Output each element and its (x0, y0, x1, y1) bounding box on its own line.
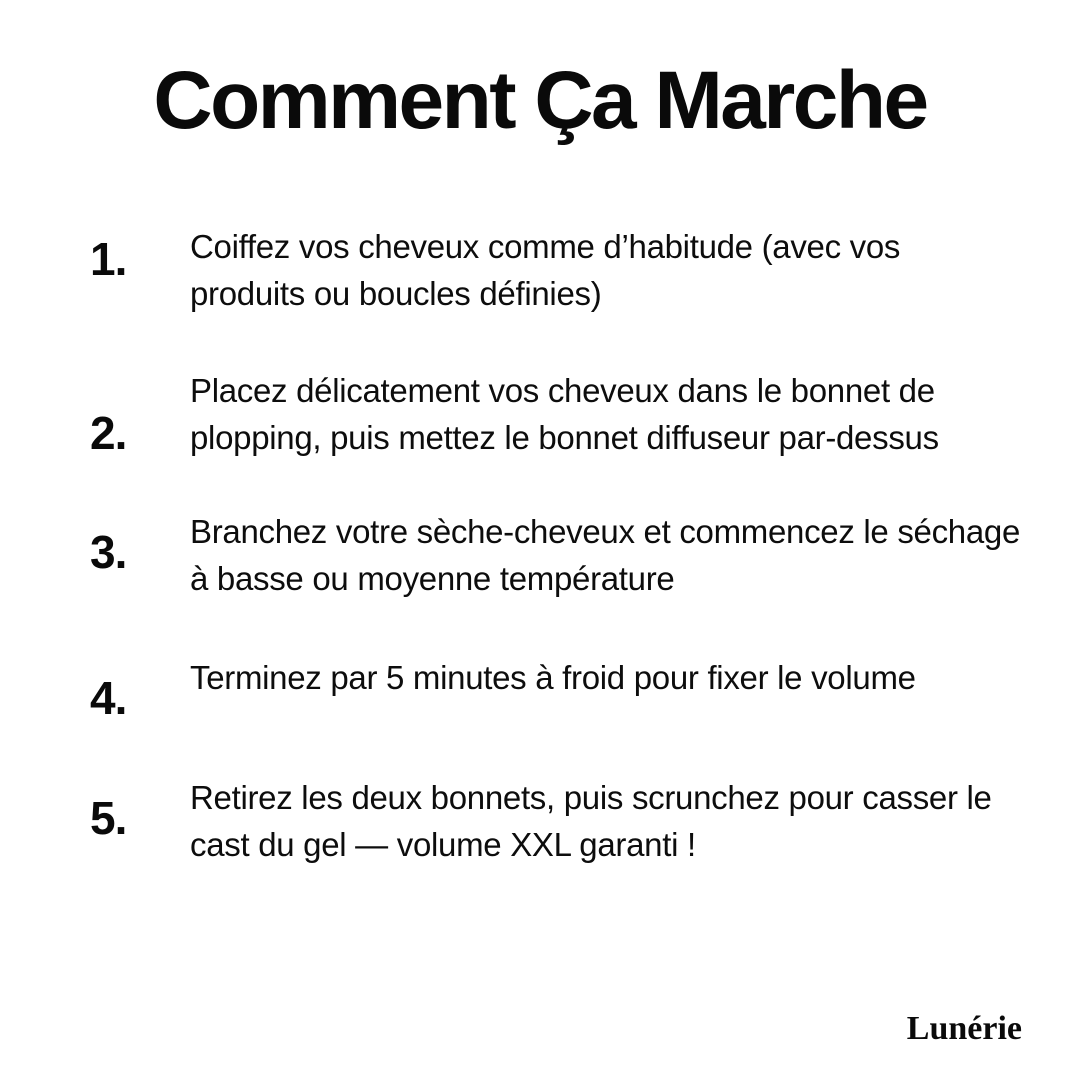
step-text: Placez délicatement vos cheveux dans le bonnet de plopping, puis mettez le bonnet diffuseur par-dessus (190, 371, 939, 456)
list-item (90, 653, 1020, 725)
step-number: 2. (90, 406, 127, 459)
list-item (90, 222, 1020, 318)
step-number: 5. (90, 792, 127, 845)
step-number: 3. (90, 526, 127, 579)
steps-list (90, 222, 1020, 869)
list-item (90, 507, 1020, 603)
list-item (90, 366, 1020, 462)
step-number: 1. (90, 233, 127, 285)
page-title: Comment Ça Marche (153, 55, 927, 146)
step-text: Branchez votre sèche-cheveux et commencez le séchage à basse ou moyenne température (190, 513, 1021, 598)
step-text: Coiffez vos cheveux comme d’habitude (avec vos produits ou boucles définies) (190, 228, 901, 312)
step-number: 4. (90, 672, 127, 725)
brand-logo: Lunérie (906, 1010, 1022, 1047)
list-item (90, 773, 1020, 869)
step-text: Terminez par 5 minutes à froid pour fixer le volume (190, 659, 916, 697)
step-text: Retirez les deux bonnets, puis scrunchez pour casser le cast du gel — volume XXL garanti ! (190, 779, 992, 864)
